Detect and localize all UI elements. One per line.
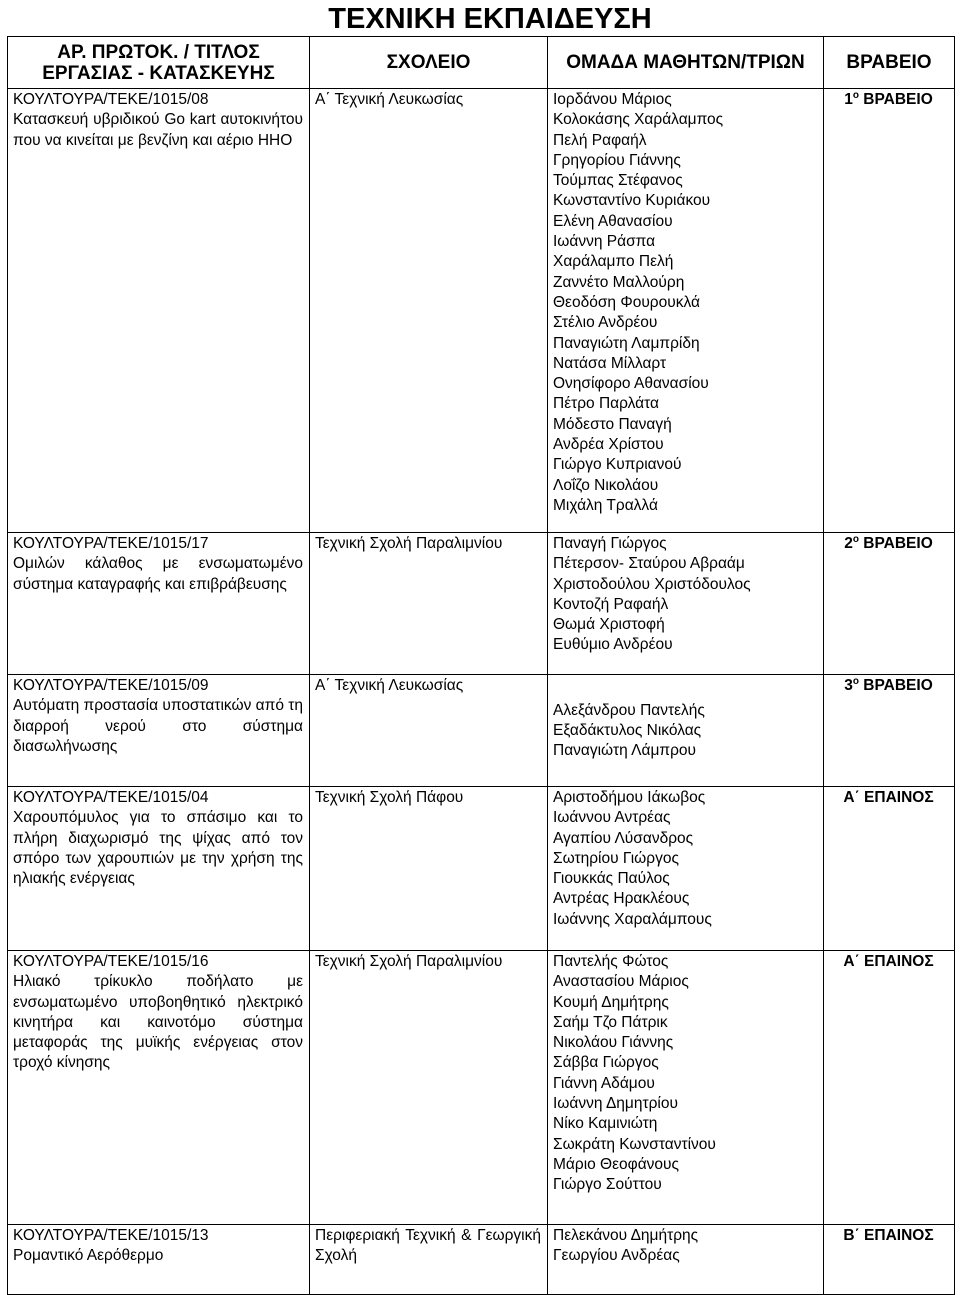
team-member: Γρηγορίου Γιάννης (553, 151, 681, 169)
table-row (8, 533, 955, 675)
award-rank: 1 (844, 91, 853, 108)
award-cell (824, 787, 955, 951)
team-member: Ανδρέα Χρίστου (553, 436, 664, 454)
entry-title: Αυτόματη προστασία υποστατικών από τη διαρροή νερού στο σύστημα διασωλήνωσης (13, 697, 303, 755)
entry-title: Κατασκευή υβριδικού Go kart αυτοκινήτου που να κινείται με βενζίνη και αέριο ΗΗΟ (13, 111, 303, 149)
school-cell: Τεχνική Σχολή Πάφου (310, 787, 548, 951)
team-member: Κοντοζή Ραφαήλ (553, 595, 669, 613)
team-member: Ελένη Αθανασίου (553, 212, 673, 230)
team-member: Ιορδάνου Μάριος (553, 91, 672, 108)
team-member: Ιωάννη Δημητρίου (553, 1095, 678, 1113)
team-member: Ιωάννης Χαραλάμπους (553, 910, 712, 928)
team-member: Νατάσα Μίλλαρτ (553, 354, 667, 372)
award-cell (824, 533, 955, 675)
header-school: ΣΧΟΛΕΙΟ (310, 37, 548, 89)
entry-title-cell (8, 787, 310, 951)
team-member: Αναστασίου Μάριος (553, 973, 689, 991)
team-member: Νίκο Καμινιώτη (553, 1115, 658, 1133)
table-row (8, 89, 955, 533)
school-cell: Α΄ Τεχνική Λευκωσίας (310, 89, 548, 533)
entry-title: Ηλιακό τρίκυκλο ποδήλατο με ενσωματωμένο υποβοηθητικό ηλεκτρικό κινητήρα και καινοτόμο σύστημα μεταφοράς της μυϊκής ενέργειας στον τροχό κίνησης (13, 973, 303, 1072)
award-cell (824, 89, 955, 533)
team-member: Παναγή Γιώργος (553, 535, 667, 552)
team-member: Σαήμ Τζο Πάτρικ (553, 1013, 668, 1031)
table-row (8, 951, 955, 1225)
team-member: Πελή Ραφαήλ (553, 131, 647, 149)
team-member: Πέτερσον- Σταύρου Αβραάμ (553, 555, 745, 573)
award-label: Α΄ ΕΠΑΙΝΟΣ (843, 789, 934, 806)
award-label: Β΄ ΕΠΑΙΝΟΣ (843, 1227, 934, 1244)
entry-title-cell (8, 951, 310, 1225)
table-body (8, 89, 955, 1295)
team-member: Γιώργο Σούττου (553, 1176, 662, 1194)
awards-table (7, 36, 955, 1295)
team-member: Παναγιώτη Λάμπρου (553, 742, 696, 760)
team-member: Μόδεστο Παναγή (553, 415, 672, 433)
award-rank-suffix: ο (852, 533, 859, 545)
team-member: Αριστοδήμου Ιάκωβος (553, 789, 706, 806)
entry-code: ΚΟΥΛΤΟΥΡΑ/ΤΕΚΕ/1015/17 (13, 535, 209, 552)
team-member: Αλεξάνδρου Παντελής (553, 701, 705, 719)
entry-title-cell (8, 89, 310, 533)
award-label: Α΄ ΕΠΑΙΝΟΣ (843, 953, 934, 970)
team-member: Μιχάλη Τραλλά (553, 496, 658, 514)
team-member: Σωτηρίου Γιώργος (553, 849, 679, 867)
team-member: Γιώργο Κυπριανού (553, 456, 682, 474)
team-member: Γιουκκάς Παύλος (553, 870, 670, 888)
team-cell (548, 89, 824, 533)
team-member: Κολοκάσης Χαράλαμπος (553, 111, 724, 129)
award-cell (824, 1225, 955, 1295)
team-member: Παναγιώτη Λαμπρίδη (553, 334, 700, 352)
team-member: Πέτρο Παρλάτα (553, 395, 659, 413)
school-cell: Τεχνική Σχολή Παραλιμνίου (310, 533, 548, 675)
team-member: Ιωάννη Ράσπα (553, 233, 656, 251)
team-cell (548, 1225, 824, 1295)
table-row (8, 787, 955, 951)
entry-code: ΚΟΥΛΤΟΥΡΑ/ΤΕΚΕ/1015/04 (13, 789, 209, 806)
team-member: Πελεκάνου Δημήτρης (553, 1227, 699, 1244)
team-member: Στέλιο Ανδρέου (553, 314, 658, 332)
team-member: Παντελής Φώτος (553, 953, 669, 970)
team-member: Ευθύμιο Ανδρέου (553, 636, 673, 654)
team-member: Αντρέας Ηρακλέους (553, 890, 690, 908)
team-member: Ονησίφορο Αθανασίου (553, 375, 709, 393)
team-member: Αγαπίου Λύσανδρος (553, 829, 694, 847)
entry-code: ΚΟΥΛΤΟΥΡΑ/ΤΕΚΕ/1015/09 (13, 677, 209, 694)
entry-title-cell (8, 533, 310, 675)
team-member: Θωμά Χριστοφή (553, 616, 665, 634)
table-row (8, 1225, 955, 1295)
team-member: Θεοδόση Φουρουκλά (553, 293, 700, 311)
award-rank: 2 (844, 535, 853, 552)
team-member: Σωκράτη Κωνσταντίνου (553, 1135, 716, 1153)
entry-title-cell (8, 675, 310, 787)
team-member: Τούμπας Στέφανος (553, 172, 683, 190)
team-member: Κωνσταντίνο Κυριάκου (553, 192, 711, 210)
school-cell: Περιφεριακή Τεχνική & Γεωργική Σχολή (310, 1225, 548, 1295)
page-title: ΤΕΧΝΙΚΗ ΕΚΠΑΙΔΕΥΣΗ (328, 3, 652, 35)
entry-title-cell (8, 1225, 310, 1295)
entry-code: ΚΟΥΛΤΟΥΡΑ/ΤΕΚΕ/1015/08 (13, 91, 209, 108)
team-member: Χριστοδούλου Χριστόδουλος (553, 575, 751, 593)
team-cell (548, 951, 824, 1225)
award-cell (824, 951, 955, 1225)
team-member: Γιάννη Αδάμου (553, 1074, 655, 1092)
entry-code: ΚΟΥΛΤΟΥΡΑ/ΤΕΚΕ/1015/16 (13, 953, 209, 970)
team-cell (548, 787, 824, 951)
award-rank-suffix: ο (852, 89, 859, 101)
award-label: ΒΡΑΒΕΙΟ (863, 91, 933, 108)
award-rank-suffix: ο (852, 675, 859, 687)
team-member: Λοΐζο Νικολάου (553, 476, 659, 494)
award-rank: 3 (844, 677, 853, 694)
team-member: Μάριο Θεοφάνους (553, 1155, 679, 1173)
award-cell (824, 675, 955, 787)
header-row (8, 37, 955, 89)
award-label: ΒΡΑΒΕΙΟ (863, 677, 933, 694)
team-member: Εξαδάκτυλος Νικόλας (553, 721, 702, 739)
entry-title: Χαρουπόμυλος για το σπάσιμο και το πλήρη διαχωρισμό της ψίχας από τον σπόρο των χαρουπιών με την χρήση της ηλιακής ενέργειας (13, 809, 303, 888)
team-member: Χαράλαμπο Πελή (553, 253, 674, 271)
team-member: Κουμή Δημήτρης (553, 993, 669, 1011)
header-title: ΑΡ. ΠΡΩΤΟΚ. / ΤΙΤΛΟΣ ΕΡΓΑΣΙΑΣ - ΚΑΤΑΣΚΕΥΗΣ (8, 37, 310, 89)
team-member: Σάββα Γιώργος (553, 1054, 659, 1072)
header-team: ΟΜΑΔΑ ΜΑΘΗΤΩΝ/ΤΡΙΩΝ (548, 37, 824, 89)
team-member: Ζαννέτο Μαλλούρη (553, 273, 685, 291)
school-cell: Α΄ Τεχνική Λευκωσίας (310, 675, 548, 787)
team-member: Ιωάννου Αντρέας (553, 809, 671, 827)
table-row (8, 675, 955, 787)
team-cell (548, 675, 824, 787)
entry-code: ΚΟΥΛΤΟΥΡΑ/ΤΕΚΕ/1015/13 (13, 1227, 209, 1244)
school-cell: Τεχνική Σχολή Παραλιμνίου (310, 951, 548, 1225)
entry-title: Ρομαντικό Αερόθερμο (13, 1247, 164, 1265)
team-cell (548, 533, 824, 675)
award-label: ΒΡΑΒΕΙΟ (863, 535, 933, 552)
header-award: ΒΡΑΒΕΙΟ (824, 37, 955, 89)
team-member: Γεωργίου Ανδρέας (553, 1247, 680, 1265)
entry-title: Ομιλών κάλαθος με ενσωματωμένο σύστημα καταγραφής και επιβράβευσης (13, 555, 303, 593)
team-member: Νικολάου Γιάννης (553, 1034, 674, 1052)
